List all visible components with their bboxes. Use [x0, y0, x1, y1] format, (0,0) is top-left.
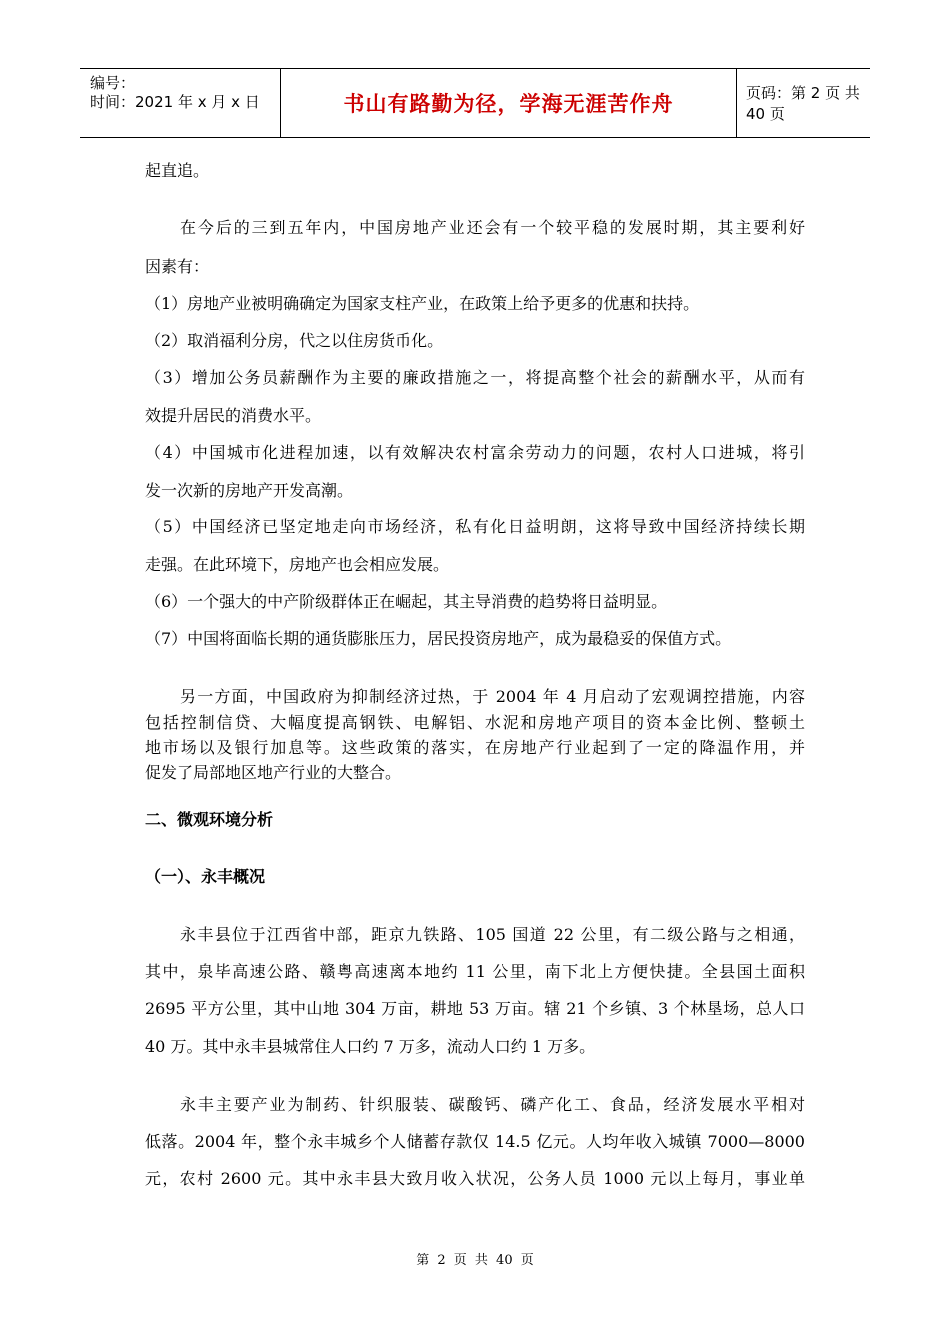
- list-item: （5）中国经济已坚定地走向市场经济，私有化日益明朗，这将导致中国经济持续长期: [145, 517, 805, 536]
- list-item: （3）增加公务员薪酬作为主要的廉政措施之一，将提高整个社会的薪酬水平，从而有: [145, 368, 805, 387]
- paragraph-line: 永丰县位于江西省中部，距京九铁路、105 国道 22 公里，有二级公路与之相通，: [180, 925, 805, 944]
- paragraph-line: 2695 平方公里，其中山地 304 万亩，耕地 53 万亩。辖 21 个乡镇、3 个林垦场，总人口: [145, 999, 805, 1018]
- paragraph-line: 40 万。其中永丰县城常住人口约 7 万多，流动人口约 1 万多。: [145, 1037, 596, 1056]
- list-item: （2）取消福利分房，代之以住房货币化。: [145, 331, 444, 350]
- header-motto-cell: [280, 69, 737, 137]
- paragraph-line: 因素有：: [145, 257, 210, 276]
- list-item: （6）一个强大的中产阶级群体正在崛起，其主导消费的趋势将日益明显。: [145, 592, 668, 611]
- header-motto: 书山有路勤为径，学海无涯苦作舟: [343, 92, 674, 116]
- list-item: （1）房地产业被明确确定为国家支柱产业，在政策上给予更多的优惠和扶持。: [145, 294, 700, 313]
- paragraph-line: 促发了局部地区地产行业的大整合。: [145, 763, 402, 782]
- list-item-continuation: 效提升居民的消费水平。: [145, 406, 322, 425]
- section-heading: 二、微观环境分析: [145, 810, 274, 829]
- header-meta-cell: [80, 69, 280, 137]
- paragraph-line: 包括控制信贷、大幅度提高钢铁、电解铝、水泥和房地产项目的资本金比例、整顿土: [145, 713, 805, 732]
- paragraph-line: 元，农村 2600 元。其中永丰县大致月收入状况，公务人员 1000 元以上每月，事业单: [145, 1169, 805, 1188]
- list-item-continuation: 走强。在此环境下，房地产也会相应发展。: [145, 555, 450, 574]
- page-footer: 第 2 页 共 40 页: [416, 1253, 534, 1268]
- subsection-heading: （一）、永丰概况: [145, 867, 266, 886]
- paragraph-line: 永丰主要产业为制药、针织服装、碳酸钙、磷产化工、食品，经济发展水平相对: [180, 1095, 805, 1114]
- paragraph-line: 低落。2004 年，整个永丰城乡个人储蓄存款仅 14.5 亿元。人均年收入城镇 7000—8000: [145, 1132, 805, 1151]
- text-line: 起直追。: [145, 161, 210, 180]
- list-item: （7）中国将面临长期的通货膨胀压力，居民投资房地产，成为最稳妥的保值方式。: [145, 629, 732, 648]
- document-header: [80, 68, 870, 138]
- paragraph-line: 在今后的三到五年内，中国房地产业还会有一个较平稳的发展时期，其主要利好: [180, 218, 805, 237]
- document-number-label: 编号：: [90, 74, 136, 92]
- list-item-continuation: 发一次新的房地产开发高潮。: [145, 481, 354, 500]
- document-date-label: 时间：2021 年 x 月 x 日: [90, 93, 260, 111]
- header-page-info: 页码：第 2 页 共 40 页: [746, 84, 860, 123]
- paragraph-line: 另一方面，中国政府为抑制经济过热，于 2004 年 4 月启动了宏观调控措施，内容: [180, 687, 805, 706]
- list-item: （4）中国城市化进程加速，以有效解决农村富余劳动力的问题，农村人口进城，将引: [145, 443, 805, 462]
- paragraph-line: 其中，泉毕高速公路、赣粤高速离本地约 11 公里，南下北上方便快捷。全县国土面积: [145, 962, 805, 981]
- paragraph-line: 地市场以及银行加息等。这些政策的落实，在房地产行业起到了一定的降温作用，并: [145, 738, 805, 757]
